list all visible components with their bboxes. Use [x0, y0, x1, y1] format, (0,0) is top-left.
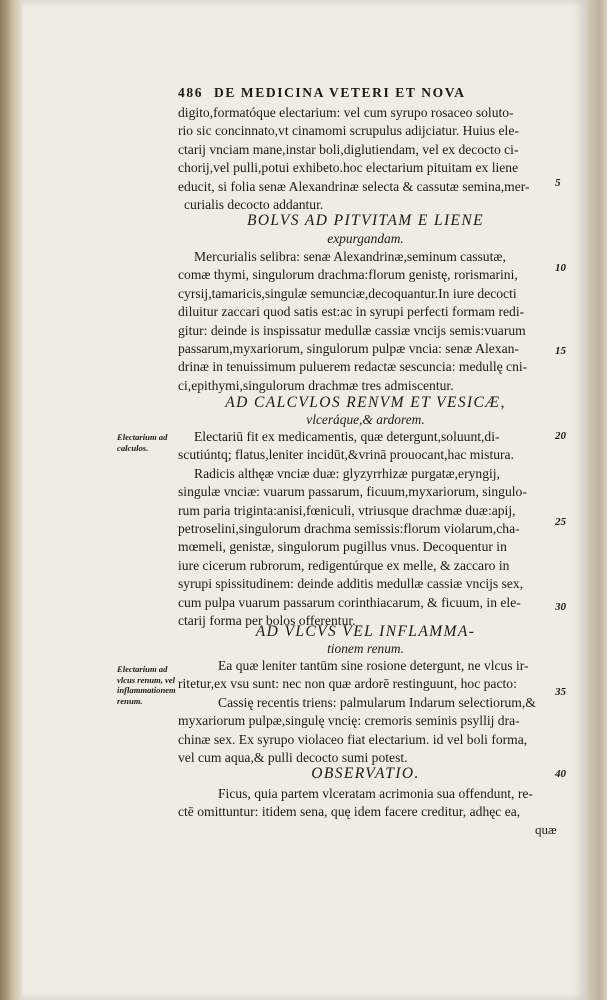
text-line: Ficus, quia partem vlceratam acrimonia sua offendunt, re- [218, 786, 533, 801]
margin-note-line: Electarium ad [117, 664, 168, 674]
section-heading-bolus: BOLVS AD PITVITAM E LIENE [246, 212, 485, 229]
section-heading-observatio: OBSERVATIO. [311, 765, 420, 782]
text-line: cum pulpa vuarum passarum corinthiacarum, & ficuum, in ele- [178, 594, 521, 610]
line-number: 5 [555, 177, 561, 189]
margin-note-line: renum. [117, 695, 143, 706]
text-line: Electariū fit ex medicamentis, quæ detergunt,soluunt,di- [194, 429, 500, 444]
text-line: syrupi spissitudinem: deinde additis medullæ cassiæ vncijs sex, [178, 576, 524, 592]
text-line: rio sic concinnato,vt cinamomi scrupulus adijciatur. Huius ele- [178, 123, 519, 139]
text-line: chorij,vel pulli,potui exhibeto.hoc electarium pituitam ex liene [178, 160, 519, 176]
line-number: 40 [555, 768, 566, 780]
line-number: 15 [555, 345, 566, 357]
catchword: quæ [535, 822, 557, 837]
section-subheading-bolus: expurgandam. [327, 231, 404, 246]
section-heading-calculi: AD CALCVLOS RENVM ET VESICÆ, [225, 394, 506, 411]
recipe-ulcus-paragraph [178, 657, 553, 767]
section-heading-ulcus: AD VLCVS VEL INFLAMMA- [255, 623, 476, 640]
text-line: mœmeli, genistæ, singulorum pugillus vnus. Decoquentur in [178, 539, 507, 555]
text-line: educit, si folia senæ Alexandrinæ selecta & cassutæ semina,mer- [178, 178, 530, 194]
text-line: Mercurialis selibra: senæ Alexandrinæ,seminum cassutæ, [194, 249, 506, 264]
text-line: passarum,myxariorum, singulorum pulpæ vncia: senæ Alexan- [178, 341, 519, 357]
running-title: DE MEDICINA VETERI ET NOVA [214, 85, 466, 100]
text-line: diluitur zaccari quod satis est:ac in syrupi perfecti formam redi- [178, 304, 525, 320]
text-line: singulæ vnciæ: vuarum passarum, ficuum,myxariorum, singulo- [178, 484, 527, 500]
text-line: Cassię recentis triens: palmularum Indarum selectiorum,& [218, 694, 536, 710]
recipe-bolus-paragraph [178, 248, 553, 395]
text-line: vel cum aqua,& pulli decocto sumi potest. [178, 750, 408, 766]
section-subheading-ulcus: tionem renum. [327, 641, 404, 656]
margin-note-line: inflammationem [117, 685, 176, 695]
margin-note-line: vlcus renum, vel [117, 674, 176, 685]
book-gutter [0, 0, 22, 1000]
line-number: 25 [555, 516, 566, 528]
page-number: 486 [178, 85, 204, 100]
text-line: digito,formatóque electarium: vel cum syrupo rosaceo soluto- [178, 105, 514, 120]
observatio-paragraph [178, 785, 553, 822]
text-line: curialis decocto addantur. [184, 197, 324, 213]
text-line: petroselini,singulorum drachma semissis:florum violarum,cha- [178, 521, 520, 537]
section-subheading-calculi: vlceráque,& ardorem. [306, 412, 425, 427]
text-line: Radicis althęæ vnciæ duæ: glyzyrrhizæ purgatæ,eryngij, [194, 465, 500, 481]
intro-paragraph [178, 104, 553, 214]
text-line: drinæ in tenuissimum puluerem redactæ sescuncia: medullę cni- [178, 359, 528, 375]
text-line: ctarij forma per bolos offerentur. [178, 613, 356, 629]
line-number: 20 [555, 430, 566, 442]
text-line: ci,epithymi,singulorum drachmæ tres admiscentur. [178, 377, 454, 393]
text-line: chinæ sex. Ex syrupo violaceo fiat electarium. id vel boli forma, [178, 731, 528, 747]
text-line: ctē omittuntur: itidem sena, quę idem facere creditur, adhęc ea, [178, 804, 521, 820]
text-line: scutiúntq; flatus,leniter incidūt,&vrinā prouocant,hac mistura. [178, 447, 514, 463]
margin-note-line: calculos. [117, 442, 149, 453]
text-line: myxariorum pulpæ,singulę vncię: cremoris seminis psyllij dra- [178, 713, 520, 729]
line-number: 30 [555, 601, 566, 613]
line-number: 10 [555, 262, 566, 274]
text-line: Ea quæ leniter tantūm sine rosione detergunt, ne vlcus ir- [218, 658, 529, 673]
text-line: comæ thymi, singulorum drachma:florum genistę, rorismarini, [178, 267, 518, 283]
text-line: ctarij vnciam mane,instar boli,diglutiendam, vel ex decocto ci- [178, 141, 519, 157]
margin-note-ulcus [117, 664, 179, 706]
line-number: 35 [555, 686, 566, 698]
margin-note-calculi [117, 432, 179, 453]
page-edge [588, 0, 607, 1000]
text-line: rum paria triginta:anisi,fœniculi, vtriusque drachmæ duæ:apij, [178, 502, 516, 518]
recipe-calculi-paragraph [178, 428, 553, 630]
text-line: gitur: deinde is inspissatur medullæ cassiæ vncijs semis:vuarum [178, 322, 526, 338]
text-line: ritetur,ex vsu sunt: nec non quæ ardorē restinguunt, hoc pacto: [178, 676, 517, 692]
margin-note-line: Electarium ad [117, 432, 168, 442]
text-line: iure cicerum rubrorum, redigentúrque ex melle, & zaccaro in [178, 557, 510, 573]
text-line: cyrsij,tamaricis,singulæ semunciæ,decoquantur.In iure decocti [178, 285, 517, 301]
